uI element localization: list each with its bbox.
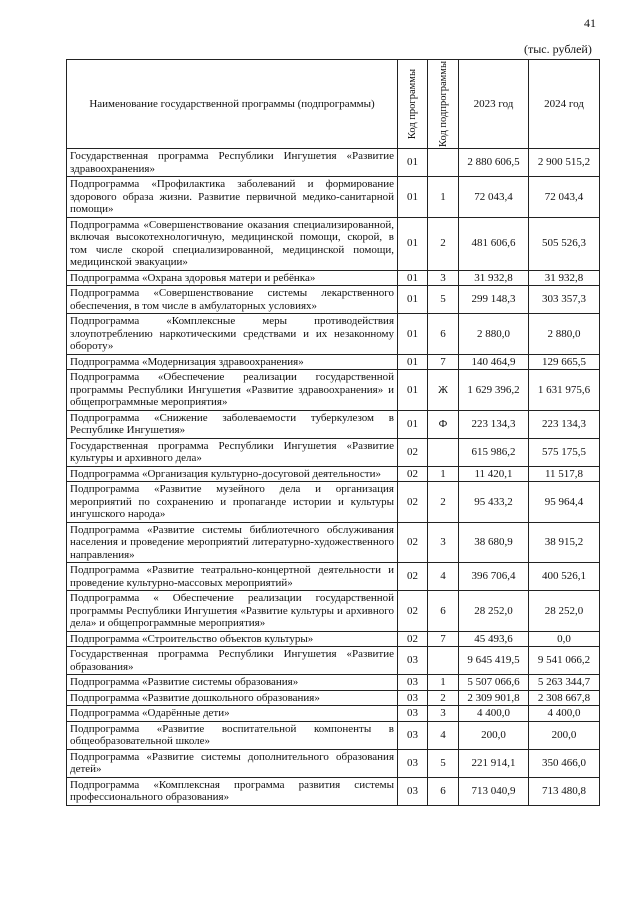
amount-2023-cell: 481 606,6 bbox=[459, 217, 529, 270]
program-name-cell: Государственная программа Республики Ингушетия «Развитие здравоохранения» bbox=[67, 149, 398, 177]
amount-2024-cell: 505 526,3 bbox=[529, 217, 600, 270]
table-row bbox=[67, 149, 600, 177]
amount-2024-cell: 4 400,0 bbox=[529, 706, 600, 722]
program-name-cell: Подпрограмма «Строительство объектов культуры» bbox=[67, 631, 398, 647]
program-code-cell: 02 bbox=[398, 466, 428, 482]
program-code-cell: 02 bbox=[398, 522, 428, 563]
table-header-row bbox=[67, 60, 600, 149]
subprogram-code-cell: 1 bbox=[428, 177, 459, 218]
program-name-cell: Подпрограмма «Комплексная программа развития системы профессионального образования» bbox=[67, 777, 398, 805]
subprogram-code-cell: 5 bbox=[428, 286, 459, 314]
table-row bbox=[67, 217, 600, 270]
header-subprogram-code bbox=[428, 60, 459, 149]
header-year-2023: 2023 год bbox=[459, 60, 529, 149]
subprogram-code-cell: 3 bbox=[428, 522, 459, 563]
program-name-cell: Подпрограмма «Развитие системы образования» bbox=[67, 675, 398, 691]
amount-2023-cell: 5 507 066,6 bbox=[459, 675, 529, 691]
amount-2024-cell: 303 357,3 bbox=[529, 286, 600, 314]
program-code-cell: 03 bbox=[398, 777, 428, 805]
amount-2024-cell: 129 665,5 bbox=[529, 354, 600, 370]
table-row bbox=[67, 410, 600, 438]
program-code-cell: 02 bbox=[398, 563, 428, 591]
table-row bbox=[67, 370, 600, 411]
program-code-cell: 01 bbox=[398, 177, 428, 218]
amount-2024-cell: 31 932,8 bbox=[529, 270, 600, 286]
program-name-cell: Подпрограмма «Одарённые дети» bbox=[67, 706, 398, 722]
amount-2023-cell: 4 400,0 bbox=[459, 706, 529, 722]
table-row bbox=[67, 270, 600, 286]
program-name-cell: Подпрограмма «Модернизация здравоохранения» bbox=[67, 354, 398, 370]
table-row bbox=[67, 777, 600, 805]
amount-2023-cell: 1 629 396,2 bbox=[459, 370, 529, 411]
program-name-cell: Государственная программа Республики Ингушетия «Развитие культуры и архивного дела» bbox=[67, 438, 398, 466]
amount-2024-cell: 713 480,8 bbox=[529, 777, 600, 805]
amount-2023-cell: 713 040,9 bbox=[459, 777, 529, 805]
program-name-cell: Подпрограмма «Развитие системы библиотечного обслуживания населения и проведение мероприятий литературно-художественного направления» bbox=[67, 522, 398, 563]
table-row bbox=[67, 286, 600, 314]
program-code-cell: 03 bbox=[398, 647, 428, 675]
header-program-code bbox=[398, 60, 428, 149]
table-row bbox=[67, 647, 600, 675]
amount-2023-cell: 2 880 606,5 bbox=[459, 149, 529, 177]
subprogram-code-cell: 2 bbox=[428, 482, 459, 523]
amount-2024-cell: 5 263 344,7 bbox=[529, 675, 600, 691]
table-row bbox=[67, 591, 600, 632]
subprogram-code-cell: 7 bbox=[428, 354, 459, 370]
amount-2024-cell: 400 526,1 bbox=[529, 563, 600, 591]
subprogram-code-cell: 3 bbox=[428, 706, 459, 722]
subprogram-code-cell bbox=[428, 149, 459, 177]
subprogram-code-cell: 6 bbox=[428, 591, 459, 632]
subprogram-code-cell: 4 bbox=[428, 563, 459, 591]
table-row bbox=[67, 721, 600, 749]
subprogram-code-cell: 5 bbox=[428, 749, 459, 777]
subprogram-code-cell: 2 bbox=[428, 690, 459, 706]
program-name-cell: Подпрограмма «Развитие системы дополнительного образования детей» bbox=[67, 749, 398, 777]
table-row bbox=[67, 563, 600, 591]
amount-2024-cell: 38 915,2 bbox=[529, 522, 600, 563]
amount-2023-cell: 299 148,3 bbox=[459, 286, 529, 314]
amount-2024-cell: 1 631 975,6 bbox=[529, 370, 600, 411]
units-label: (тыс. рублей) bbox=[524, 42, 592, 56]
amount-2023-cell: 11 420,1 bbox=[459, 466, 529, 482]
header-program-name: Наименование государственной программы (подпрограммы) bbox=[67, 60, 398, 149]
table-row bbox=[67, 354, 600, 370]
amount-2023-cell: 45 493,6 bbox=[459, 631, 529, 647]
amount-2024-cell: 2 900 515,2 bbox=[529, 149, 600, 177]
subprogram-code-cell: Ж bbox=[428, 370, 459, 411]
amount-2023-cell: 140 464,9 bbox=[459, 354, 529, 370]
amount-2023-cell: 223 134,3 bbox=[459, 410, 529, 438]
table-row bbox=[67, 177, 600, 218]
program-code-cell: 01 bbox=[398, 410, 428, 438]
program-name-cell: Подпрограмма «Развитие дошкольного образования» bbox=[67, 690, 398, 706]
amount-2023-cell: 95 433,2 bbox=[459, 482, 529, 523]
amount-2023-cell: 200,0 bbox=[459, 721, 529, 749]
header-year-2024: 2024 год bbox=[529, 60, 600, 149]
amount-2023-cell: 2 309 901,8 bbox=[459, 690, 529, 706]
program-name-cell: Подпрограмма «Совершенствование оказания специализированной, включая высокотехнологичную, медицинской помощи, скорой, в том числе скорой специализированной, медицинской помощи, медицинской эвакуации» bbox=[67, 217, 398, 270]
program-name-cell: Подпрограмма «Развитие музейного дела и организация мероприятий по сохранению и пропаганде истории и культуры ингушского народа» bbox=[67, 482, 398, 523]
program-name-cell: Подпрограмма «Снижение заболеваемости туберкулезом в Республике Ингушетия» bbox=[67, 410, 398, 438]
subprogram-code-cell: 2 bbox=[428, 217, 459, 270]
program-code-cell: 01 bbox=[398, 370, 428, 411]
subprogram-code-cell: 1 bbox=[428, 466, 459, 482]
program-name-cell: Подпрограмма « Обеспечение реализации государственной программы Республики Ингушетия «Развитие культуры и архивного дела» и общепрограммные мероприятия» bbox=[67, 591, 398, 632]
amount-2024-cell: 350 466,0 bbox=[529, 749, 600, 777]
amount-2024-cell: 200,0 bbox=[529, 721, 600, 749]
program-code-cell: 03 bbox=[398, 675, 428, 691]
amount-2024-cell: 2 880,0 bbox=[529, 314, 600, 355]
amount-2024-cell: 223 134,3 bbox=[529, 410, 600, 438]
table-row bbox=[67, 466, 600, 482]
table-row bbox=[67, 522, 600, 563]
program-name-cell: Государственная программа Республики Ингушетия «Развитие образования» bbox=[67, 647, 398, 675]
table-row bbox=[67, 631, 600, 647]
amount-2024-cell: 2 308 667,8 bbox=[529, 690, 600, 706]
table-row bbox=[67, 482, 600, 523]
amount-2024-cell: 72 043,4 bbox=[529, 177, 600, 218]
program-code-cell: 01 bbox=[398, 270, 428, 286]
budget-table bbox=[66, 59, 600, 806]
program-code-cell: 03 bbox=[398, 690, 428, 706]
program-code-cell: 01 bbox=[398, 354, 428, 370]
program-name-cell: Подпрограмма «Охрана здоровья матери и ребёнка» bbox=[67, 270, 398, 286]
subprogram-code-cell: 4 bbox=[428, 721, 459, 749]
amount-2024-cell: 9 541 066,2 bbox=[529, 647, 600, 675]
header-program-code-label: Код программы bbox=[407, 68, 418, 140]
amount-2024-cell: 28 252,0 bbox=[529, 591, 600, 632]
program-code-cell: 03 bbox=[398, 706, 428, 722]
table-row bbox=[67, 675, 600, 691]
program-name-cell: Подпрограмма «Совершенствование системы лекарственного обеспечения, в том числе в амбулаторных условиях» bbox=[67, 286, 398, 314]
amount-2023-cell: 221 914,1 bbox=[459, 749, 529, 777]
subprogram-code-cell: Ф bbox=[428, 410, 459, 438]
table-row bbox=[67, 706, 600, 722]
program-name-cell: Подпрограмма «Организация культурно-досуговой деятельности» bbox=[67, 466, 398, 482]
amount-2023-cell: 38 680,9 bbox=[459, 522, 529, 563]
header-subprogram-code-label: Код подпрограммы bbox=[437, 61, 449, 147]
amount-2024-cell: 575 175,5 bbox=[529, 438, 600, 466]
page-number: 41 bbox=[584, 16, 596, 30]
table-row bbox=[67, 749, 600, 777]
amount-2023-cell: 615 986,2 bbox=[459, 438, 529, 466]
program-code-cell: 02 bbox=[398, 438, 428, 466]
program-code-cell: 02 bbox=[398, 631, 428, 647]
subprogram-code-cell: 6 bbox=[428, 314, 459, 355]
amount-2023-cell: 28 252,0 bbox=[459, 591, 529, 632]
amount-2023-cell: 9 645 419,5 bbox=[459, 647, 529, 675]
amount-2024-cell: 0,0 bbox=[529, 631, 600, 647]
program-name-cell: Подпрограмма «Развитие театрально-концертной деятельности и проведение культурно-массовых мероприятий» bbox=[67, 563, 398, 591]
program-code-cell: 01 bbox=[398, 217, 428, 270]
subprogram-code-cell bbox=[428, 438, 459, 466]
program-name-cell: Подпрограмма «Профилактика заболеваний и формирование здорового образа жизни. Развитие первичной медико-санитарной помощи» bbox=[67, 177, 398, 218]
amount-2024-cell: 11 517,8 bbox=[529, 466, 600, 482]
program-code-cell: 01 bbox=[398, 286, 428, 314]
program-code-cell: 01 bbox=[398, 149, 428, 177]
program-name-cell: Подпрограмма «Обеспечение реализации государственной программы Республики Ингушетия «Развитие здравоохранения» и общепрограммные мероприятия» bbox=[67, 370, 398, 411]
program-code-cell: 01 bbox=[398, 314, 428, 355]
amount-2023-cell: 31 932,8 bbox=[459, 270, 529, 286]
program-name-cell: Подпрограмма «Развитие воспитательной компоненты в общеобразовательной школе» bbox=[67, 721, 398, 749]
program-name-cell: Подпрограмма «Комплексные меры противодействия злоупотреблению наркотическими средствами и их незаконному обороту» bbox=[67, 314, 398, 355]
table-row bbox=[67, 438, 600, 466]
subprogram-code-cell: 6 bbox=[428, 777, 459, 805]
amount-2023-cell: 396 706,4 bbox=[459, 563, 529, 591]
table-row bbox=[67, 690, 600, 706]
subprogram-code-cell: 7 bbox=[428, 631, 459, 647]
amount-2023-cell: 2 880,0 bbox=[459, 314, 529, 355]
subprogram-code-cell bbox=[428, 647, 459, 675]
program-code-cell: 02 bbox=[398, 482, 428, 523]
program-code-cell: 02 bbox=[398, 591, 428, 632]
amount-2023-cell: 72 043,4 bbox=[459, 177, 529, 218]
program-code-cell: 03 bbox=[398, 749, 428, 777]
program-code-cell: 03 bbox=[398, 721, 428, 749]
amount-2024-cell: 95 964,4 bbox=[529, 482, 600, 523]
subprogram-code-cell: 3 bbox=[428, 270, 459, 286]
table-row bbox=[67, 314, 600, 355]
subprogram-code-cell: 1 bbox=[428, 675, 459, 691]
